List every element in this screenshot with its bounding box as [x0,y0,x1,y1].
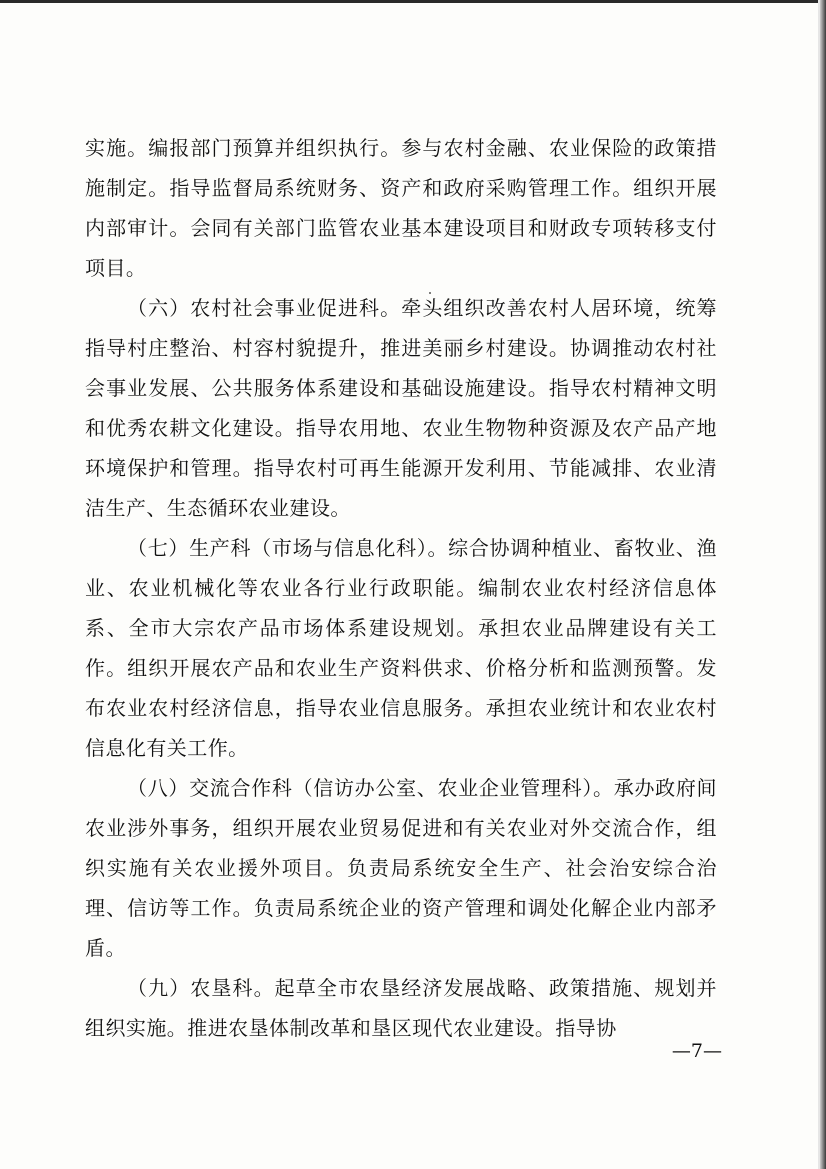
paragraph-section-8: （八）交流合作科（信访办公室、农业企业管理科）。承办政府间农业涉外事务，组织开展农业贸易促进和有关农业对外交流合作，组织实施有关农业援外项目。负责局系统安全生产、社会治安综合治理、信访等工作。负责局系统企业的资产管理和调处化解企业内部矛盾。 [85,776,717,960]
paragraph-section-9: （九）农垦科。起草全市农垦经济发展战略、政策措施、规划并组织实施。推进农垦体制改革和垦区现代农业建设。指导协 [85,976,717,1040]
paragraph-section-6: （六）农村社会事业促进科。牵头组织改善农村人居环境，统筹指导村庄整治、村容村貌提升，推进美丽乡村建设。协调推动农村社会事业发展、公共服务体系建设和基础设施建设。指导农村精神文明和优秀农耕文化建设。指导农用地、农业生物物种资源及农产品产地环境保护和管理。指导农村可再生能源开发利用、节能减排、农业清洁生产、生态循环农业建设。 [85,296,717,520]
page-number: —7— [671,1040,722,1062]
scan-edge-right [820,0,826,1169]
document-body [85,128,717,1048]
paragraph-continuation: 实施。编报部门预算并组织执行。参与农村金融、农业保险的政策措施制定。指导监督局系统财务、资产和政府采购管理工作。组织开展内部审计。会同有关部门监管农业基本建设项目和财政专项转移支付项目。 [85,136,717,280]
paragraph-section-7: （七）生产科（市场与信息化科）。综合协调种植业、畜牧业、渔业、农业机械化等农业各行业行政职能。编制农业农村经济信息体系、全市大宗农产品市场体系建设规划。承担农业品牌建设有关工作。组织开展农产品和农业生产资料供求、价格分析和监测预警。发布农业农村经济信息，指导农业信息服务。承担农业统计和农业农村信息化有关工作。 [85,536,717,760]
scan-edge-top [0,0,826,3]
